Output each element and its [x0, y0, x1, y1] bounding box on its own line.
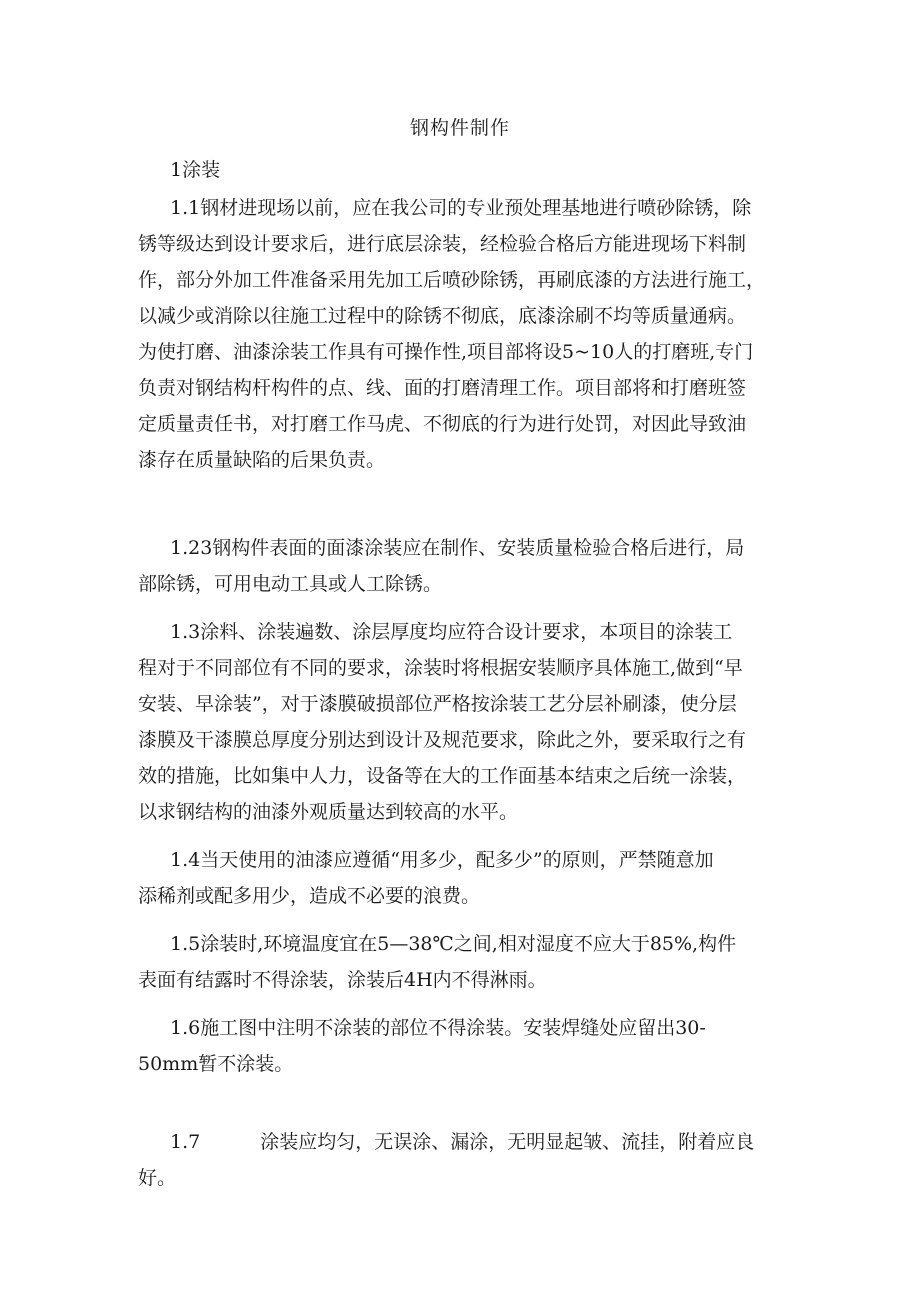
paragraph-1-23 — [138, 530, 798, 602]
paragraph-line: 1.1钢材进现场以前，应在我公司的专业预处理基地进行喷砂除锈，除 — [170, 197, 752, 219]
paragraph-line: 1.23钢构件表面的面漆涂装应在制作、安装质量检验合格后进行，局 — [170, 537, 745, 559]
paragraph-line: 1.6施工图中注明不涂装的部位不得涂装。安装焊缝处应留出30- — [170, 1017, 706, 1039]
paragraph-1-7 — [138, 1124, 798, 1196]
paragraph-line: 50mm暂不涂装。 — [138, 1053, 294, 1075]
paragraph-line: 漆存在质量缺陷的后果负责。 — [138, 449, 386, 471]
paragraph-line: 漆膜及干漆膜总厚度分别达到设计及规范要求，除此之外，要采取行之有 — [138, 729, 747, 751]
paragraph-line: 以减少或消除以往施工过程中的除锈不彻底，底漆涂刷不均等质量通病。 — [138, 305, 747, 327]
paragraph-line: 锈等级达到设计要求后，进行底层涂装，经检验合格后方能进现场下料制 — [138, 233, 747, 255]
paragraph-line: 程对于不同部位有不同的要求，涂装时将根据安装顺序具体施工,做到“早 — [138, 657, 743, 679]
page-title: 钢构件制作 — [409, 117, 510, 139]
paragraph-line: 1.5涂装时,环境温度宜在5—38℃之间,相对湿度不应大于85%,构件 — [170, 933, 737, 955]
paragraph-line: 1.3涂料、涂装遍数、涂层厚度均应符合设计要求，本项目的涂装工 — [170, 621, 733, 643]
paragraph-1-4 — [138, 842, 798, 914]
paragraph-text: 涂装应均匀，无误涂、漏涂，无明显起皱、流挂，附着应良 — [260, 1131, 755, 1153]
paragraph-line: 效的措施，比如集中人力，设备等在大的工作面基本结束之后统一涂装， — [138, 765, 747, 787]
paragraph-line: 为使打磨、油漆涂装工作具有可操作性,项目部将设5~10人的打磨班,专门 — [138, 341, 754, 363]
paragraph-line: 表面有结露时不得涂装，涂装后4H内不得淋雨。 — [138, 969, 547, 991]
paragraph-line: 定质量责任书，对打磨工作马虎、不彻底的行为进行处罚，对因此导致油 — [138, 413, 747, 435]
paragraph-1-3 — [138, 614, 798, 830]
paragraph-line: 1.4当天使用的油漆应遵循“用多少，配多少”的原则，严禁随意加 — [170, 849, 714, 871]
paragraph-line: 添稀剂或配多用少，造成不必要的浪费。 — [138, 885, 481, 907]
paragraph-line: 作，部分外加工件准备采用先加工后喷砂除锈，再刷底漆的方法进行施工， — [138, 269, 766, 291]
paragraph-line — [138, 1124, 798, 1160]
paragraph-line: 部除锈，可用电动工具或人工除锈。 — [138, 573, 443, 595]
paragraph-1-6 — [138, 1010, 798, 1082]
paragraph-1-1 — [138, 190, 798, 478]
paragraph-1-5 — [138, 926, 798, 998]
paragraph-line: 负责对钢结构杆构件的点、线、面的打磨清理工作。项目部将和打磨班签 — [138, 377, 747, 399]
section-heading: 1涂装 — [170, 159, 221, 181]
paragraph-line: 好。 — [138, 1167, 177, 1189]
paragraph-number: 1.7 — [170, 1131, 201, 1153]
paragraph-line: 以求钢结构的油漆外观质量达到较高的水平。 — [138, 801, 519, 823]
paragraph-line: 安装、早涂装”，对于漆膜破损部位严格按涂装工艺分层补刷漆，使分层 — [138, 693, 737, 715]
